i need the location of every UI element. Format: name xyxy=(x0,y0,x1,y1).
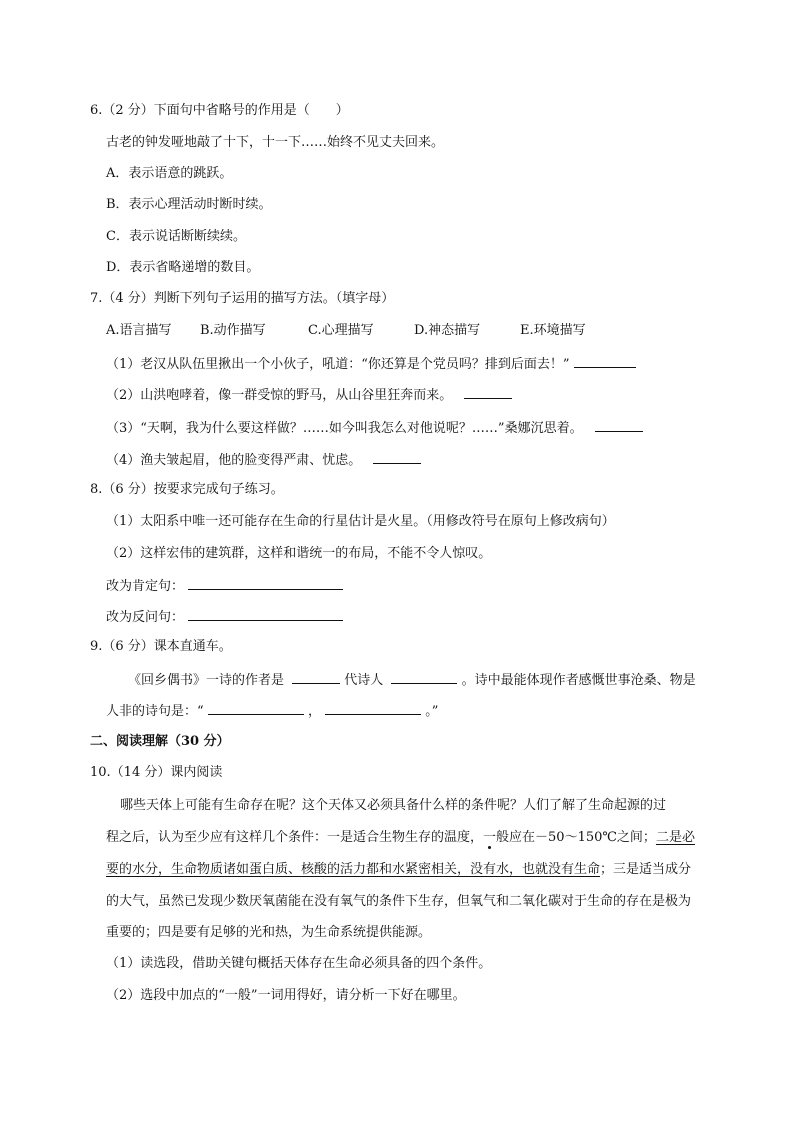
q7-item-2-text: （2）山洪咆哮着，像一群受惊的野马，从山谷里狂奔而来。 xyxy=(106,388,453,403)
q10-header: 10.（14 分）课内阅读 xyxy=(90,765,223,780)
q6-option-d: D．表示省略递增的数目。 xyxy=(106,260,260,275)
q7-item-3-blank[interactable] xyxy=(595,418,643,432)
q9-verse-blank-2[interactable] xyxy=(325,701,421,715)
q7-item-1-text: （1）老汉从队伍里揪出一个小伙子，吼道：“你还算是个党员吗？排到后面去！” xyxy=(106,357,570,372)
q10-para-line-3 xyxy=(106,861,691,879)
q10-underlined-key-sentence: 要的水分，生命物质诸如蛋白质、核酸的活力都和水紧密相关，没有水，也就没有生命 xyxy=(106,862,601,877)
q9-line-2 xyxy=(106,701,438,721)
q6-option-b: B．表示心理活动时断时续。 xyxy=(106,197,272,212)
dotted-character: 一 xyxy=(483,830,497,845)
q9-header: 9.（6 分）课本直通车。 xyxy=(90,639,232,654)
q10-para-3b: ；三是适当成分 xyxy=(600,862,692,877)
q7-header: 7.（4 分）判断下列句子运用的描写方法。（填字母） xyxy=(90,291,395,306)
q9-text-3: 。诗中最能体现作者感慨世事沧桑、物是 xyxy=(461,673,696,688)
q9-text-1: 《回乡偶书》一诗的作者是 xyxy=(128,673,285,688)
q10-sub-2: （2）选段中加点的“一般”一词用得好，请分析一下好在哪里。 xyxy=(106,988,466,1003)
q9-dynasty-blank[interactable] xyxy=(292,670,340,684)
section-title: 二、阅读理解（30 分） xyxy=(90,734,230,749)
q8-rhetorical-label: 改为反问句： xyxy=(106,610,185,625)
q6-option-c: C．表示说话断断续续。 xyxy=(106,229,246,244)
q8-item-1: （1）太阳系中唯一还可能存在生命的行星估计是火星。（用修改符号在原句上修改病句） xyxy=(106,514,615,529)
q9-text-6: 。” xyxy=(425,704,439,719)
q8-affirm-blank[interactable] xyxy=(188,576,343,590)
q9-text-2: 代诗人 xyxy=(344,673,384,688)
q10-para-line-4: 的大气，虽然已发现少数厌氧菌能在没有氧气的条件下生存，但氧气和二氧化碳对于生命的存在是极为 xyxy=(106,894,692,909)
q10-para-2b: 般应在－50～150℃之间； xyxy=(496,830,656,845)
q6-option-a: A．表示语意的跳跃。 xyxy=(106,166,233,181)
q8-affirm-label: 改为肯定句： xyxy=(106,579,185,594)
q7-item-3 xyxy=(106,418,643,438)
q9-verse-blank-1[interactable] xyxy=(208,701,304,715)
q10-sub-1: （1）读选段，借助关键句概括天体存在生命必须具备的四个条件。 xyxy=(106,956,492,971)
q10-para-line-2 xyxy=(106,829,695,847)
q7-choice-d: D.神态描写 xyxy=(414,323,481,338)
q6-header: 6.（2 分）下面句中省略号的作用是（ ） xyxy=(90,103,349,118)
q7-item-4-text: （4）渔夫皱起眉，他的脸变得严肃、忧虑。 xyxy=(106,453,362,468)
q9-line-1 xyxy=(128,670,696,690)
q7-item-1-blank[interactable] xyxy=(574,354,636,368)
q8-header: 8.（6 分）按要求完成句子练习。 xyxy=(90,482,284,497)
q9-text-5: ， xyxy=(307,704,321,719)
q7-item-4 xyxy=(106,450,421,470)
q9-poet-blank[interactable] xyxy=(391,670,457,684)
q9-text-4: 人非的诗句是：“ xyxy=(106,704,204,719)
q10-para-2a: 程之后，认为至少应有这样几个条件：一是适合生物生存的温度， xyxy=(106,830,484,845)
q7-choice-b: B.动作描写 xyxy=(200,323,266,338)
q7-item-1 xyxy=(106,354,636,374)
q8-affirm-row xyxy=(106,576,343,596)
q8-rhetorical-blank[interactable] xyxy=(188,607,343,621)
q7-choice-e: E.环境描写 xyxy=(520,323,586,338)
q8-rhetorical-row xyxy=(106,607,343,627)
q10-para-line-1: 哪些天体上可能有生命存在呢？这个天体又必须具备什么样的条件呢？人们了解了生命起源的过 xyxy=(120,798,667,813)
q7-choice-c: C.心理描写 xyxy=(308,323,374,338)
q7-item-2 xyxy=(106,385,512,405)
q7-item-2-blank[interactable] xyxy=(464,385,512,399)
q10-underlined-key-sentence-start: 二是必 xyxy=(655,830,695,845)
q7-item-4-blank[interactable] xyxy=(373,450,421,464)
q6-sentence: 古老的钟发哑地敲了十下，十一下……始终不见丈夫回来。 xyxy=(106,135,445,150)
q7-choice-a: A.语言描写 xyxy=(106,323,172,338)
q8-item-2: （2）这样宏伟的建筑群，这样和谐统一的布局，不能不令人惊叹。 xyxy=(106,546,492,561)
q10-para-line-5: 重要的；四是要有足够的光和热，为生命系统提供能源。 xyxy=(106,925,432,940)
q7-item-3-text: （3）“天啊，我为什么要这样做？……如今叫我怎么对他说呢？……”桑娜沉思着。 xyxy=(106,421,583,436)
